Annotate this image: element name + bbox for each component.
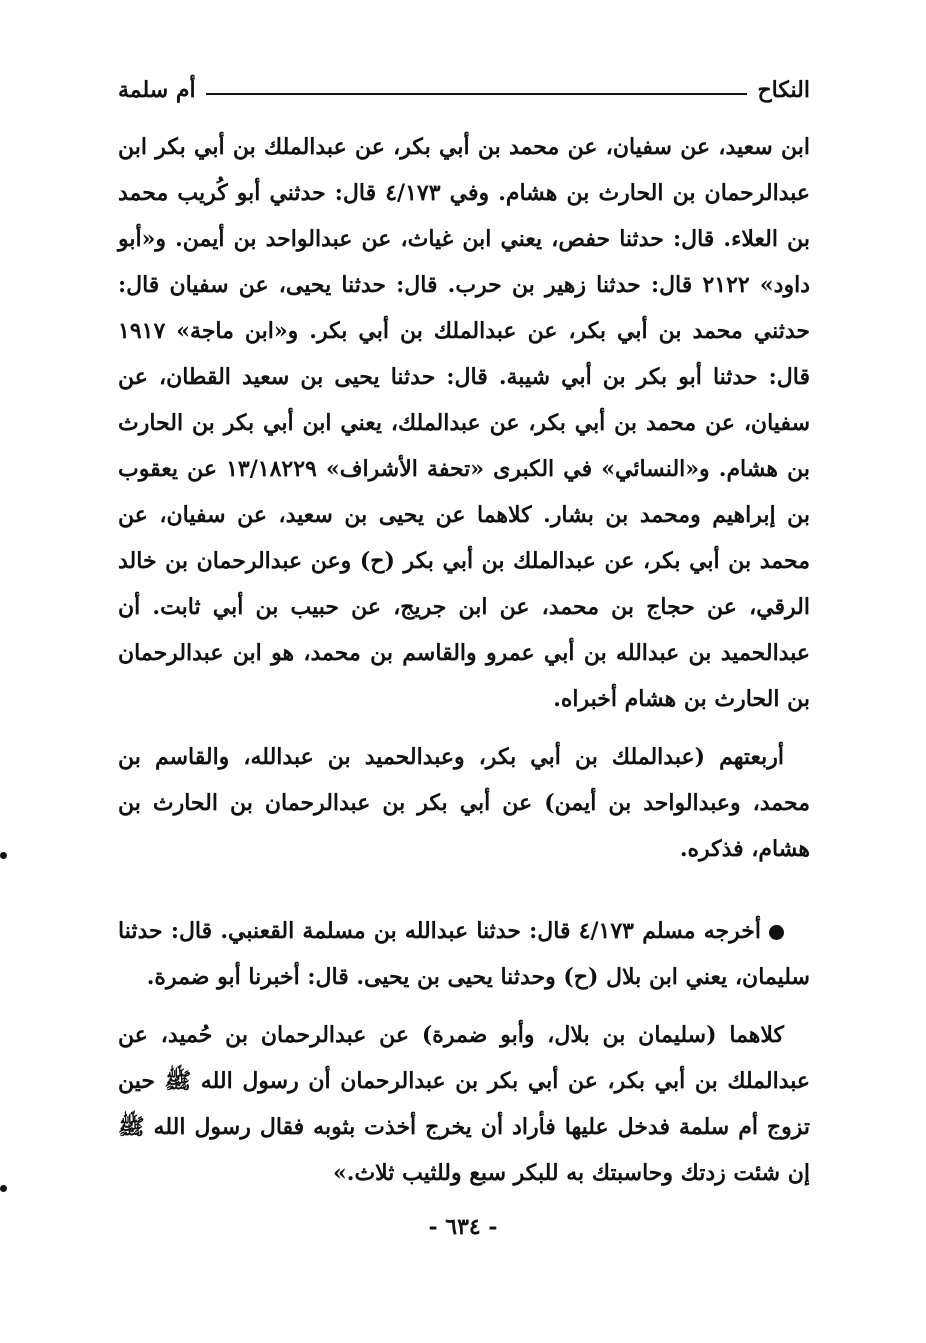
paragraph-muslim — [118, 908, 810, 1000]
section-gap — [118, 872, 810, 908]
paragraph-arbaatuhum: أربعتهم (عبدالملك بن أبي بكر، وعبدالحميد بن عبدالله، والقاسم بن محمد، وعبدالواحد بن أيمن) عن أبي بكر بن عبدالرحمان بن الحارث بن هشام، فذكره. — [118, 744, 810, 862]
running-header — [118, 72, 810, 108]
paragraph-gap — [118, 1000, 810, 1012]
body-text — [118, 124, 810, 1196]
chapter-title: أم سلمة — [118, 77, 196, 103]
bullet-icon — [769, 925, 784, 940]
section-title: النكاح — [757, 77, 810, 103]
page-number: - ٦٣٤ - — [428, 1214, 498, 1240]
header-rule — [206, 93, 748, 95]
paragraph-takhrij-continued: ابن سعيد، عن سفيان، عن محمد بن أبي بكر، عن عبدالملك بن أبي بكر ابن عبدالرحمان بن الحارث بن هشام. وفي ٤/١٧٣ قال: حدثني أبو كُريب محمد بن العلاء. قال: حدثنا حفص، يعني ابن غياث، عن عبدالواحد بن أيمن. و«أبو داود» ٢١٢٢ قال: حدثنا زهير بن حرب. قال: حدثنا يحيى، عن سفيان قال: حدثني محمد بن أبي بكر، عن عبدالملك بن أبي بكر. و«ابن ماجة» ١٩١٧ قال: حدثنا أبو بكر بن أبي شيبة. قال: حدثنا يحيى بن سعيد القطان، عن سفيان، عن محمد بن أبي بكر، عن عبدالملك، يعني ابن أبي بكر بن الحارث بن هشام. و«النسائي» في الكبرى «تحفة الأشراف» ١٣/١٨٢٢٩ عن يعقوب بن إبراهيم ومحمد بن بشار. كلاهما عن يحيى بن سعيد، عن سفيان، عن محمد بن أبي بكر، عن عبدالملك بن أبي بكر (ح) وعن عبدالرحمان بن خالد الرقي، عن حجاج بن محمد، عن ابن جريج، عن حبيب بن أبي ثابت. أن عبدالحميد بن عبدالله بن أبي عمرو والقاسم بن محمد، هو ابن عبدالرحمان بن الحارث بن هشام أخبراه. — [118, 134, 811, 712]
paragraph-muslim-text: أخرجه مسلم ٤/١٧٣ قال: حدثنا عبدالله بن مسلمة القعنبي. قال: حدثنا سليمان، يعني ابن بلال (ح) وحدثنا يحيى بن يحيى. قال: أخبرنا أبو ضمرة. — [118, 918, 810, 990]
margin-dot — [0, 1185, 7, 1192]
paragraph-kilahuma: كلاهما (سليمان بن بلال، وأبو ضمرة) عن عبدالرحمان بن حُميد، عن عبدالملك بن أبي بكر، عن أبي بكر بن عبدالرحمان أن رسول الله ﷺ حين تزوج أم سلمة فدخل عليها فأراد أن يخرج أخذت بثوبه فقال رسول الله ﷺ إن شئت زدتك وحاسبتك به للبكر سبع وللثيب ثلاث.» — [118, 1022, 810, 1186]
margin-dot — [0, 852, 7, 859]
paragraph-gap — [118, 722, 810, 734]
